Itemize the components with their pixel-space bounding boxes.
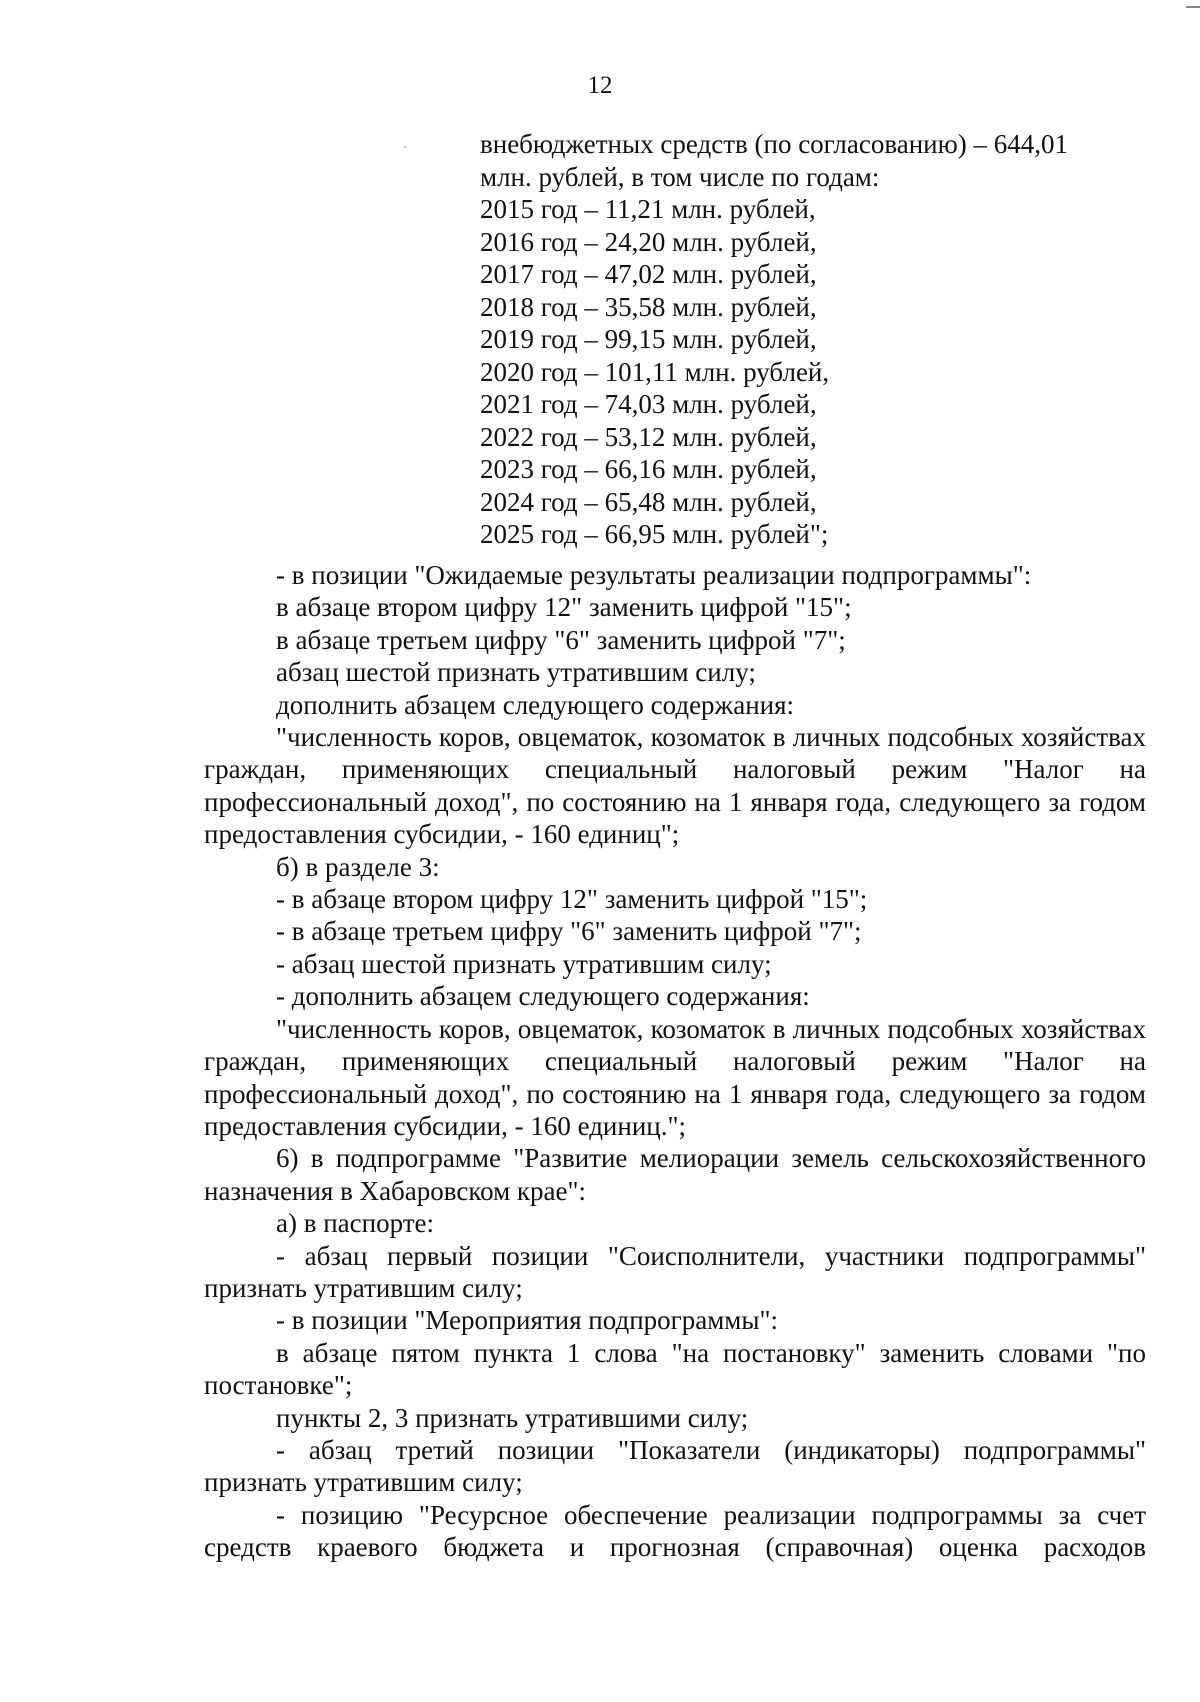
- paragraph: - абзац третий позиции "Показатели (индикаторы) подпрограммы" признать утратившим силу;: [204, 1434, 1146, 1498]
- paragraph: пункты 2, 3 признать утратившими силу;: [276, 1402, 749, 1433]
- page-number: 12: [587, 72, 613, 99]
- budget-line-2024: 2024 год – 65,48 млн. рублей,: [480, 486, 817, 517]
- budget-line-2023: 2023 год – 66,16 млн. рублей,: [480, 454, 817, 484]
- paragraph-continued: - позицию "Ресурсное обеспечение реализации подпрограммы за счет средств краевого бюджета и прогнозная (справочная) оценка расходов: [204, 1499, 1146, 1563]
- paragraph-subprogram: 6) в подпрограмме "Развитие мелиорации земель сельскохозяйственного назначения в Хабаровском крае":: [204, 1143, 1146, 1206]
- budget-line-2018: 2018 год – 35,58 млн. рублей,: [480, 291, 817, 322]
- paragraph: б) в разделе 3:: [276, 851, 440, 882]
- budget-line-2016: 2016 год – 24,20 млн. рублей,: [480, 226, 817, 257]
- paragraph: дополнить абзацем следующего содержания:: [276, 689, 795, 720]
- paragraph: - дополнить абзацем следующего содержания:: [276, 981, 810, 1012]
- paragraph: - в абзаце втором цифру 12" заменить цифрой "15";: [276, 884, 868, 915]
- budget-line-2021: 2021 год – 74,03 млн. рублей,: [480, 389, 817, 419]
- paragraph: - в позиции "Ожидаемые результаты реализации подпрограммы":: [276, 560, 1032, 590]
- budget-by-year-block: [480, 128, 1120, 551]
- budget-line-2019: 2019 год – 99,15 млн. рублей,: [480, 324, 817, 354]
- paragraph-quote: "численность коров, овцематок, козоматок в личных подсобных хозяйствах граждан, применяющих специальный налоговый режим "Налог на профессиональный доход", по состоянию на 1 января года, следующего за годом предоставления субсидии, - 160 единиц.";: [204, 1013, 1146, 1141]
- budget-line-2017: 2017 год – 47,02 млн. рублей,: [480, 259, 817, 289]
- scan-speck: [404, 146, 406, 148]
- paragraph: - абзац первый позиции "Соисполнители, участники подпрограммы" признать утратившим силу;: [204, 1240, 1146, 1303]
- paragraph: - в позиции "Мероприятия подпрограммы":: [276, 1305, 779, 1336]
- budget-line-2022: 2022 год – 53,12 млн. рублей,: [480, 421, 817, 452]
- scan-edge-mark: [1186, 6, 1200, 8]
- budget-line-2015: 2015 год – 11,21 млн. рублей,: [480, 194, 816, 224]
- budget-line-2020: 2020 год – 101,11 млн. рублей,: [480, 356, 830, 387]
- paragraph: в абзаце втором цифру 12" заменить цифрой "15";: [276, 592, 852, 623]
- paragraph: абзац шестой признать утратившим силу;: [276, 657, 756, 688]
- paragraph: в абзаце третьем цифру "6" заменить цифрой "7";: [276, 624, 846, 655]
- paragraph-quote: "численность коров, овцематок, козоматок в личных подсобных хозяйствах граждан, применяющих специальный налоговый режим "Налог на профессиональный доход", по состоянию на 1 января года, следующего за годом предоставления субсидии, - 160 единиц";: [204, 722, 1146, 850]
- budget-line-2025: 2025 год – 66,95 млн. рублей";: [480, 519, 829, 549]
- budget-line: млн. рублей, в том числе по годам:: [480, 161, 880, 192]
- paragraph: - абзац шестой признать утратившим силу;: [276, 948, 772, 979]
- document-body: [204, 559, 1146, 1564]
- paragraph: в абзаце пятом пункта 1 слова "на постановку" заменить словами "по постановке";: [204, 1337, 1146, 1401]
- paragraph: а) в паспорте:: [276, 1208, 435, 1239]
- paragraph: - в абзаце третьем цифру "6" заменить цифрой "7";: [276, 916, 862, 947]
- budget-line: внебюджетных средств (по согласованию) – 644,01: [480, 129, 1069, 159]
